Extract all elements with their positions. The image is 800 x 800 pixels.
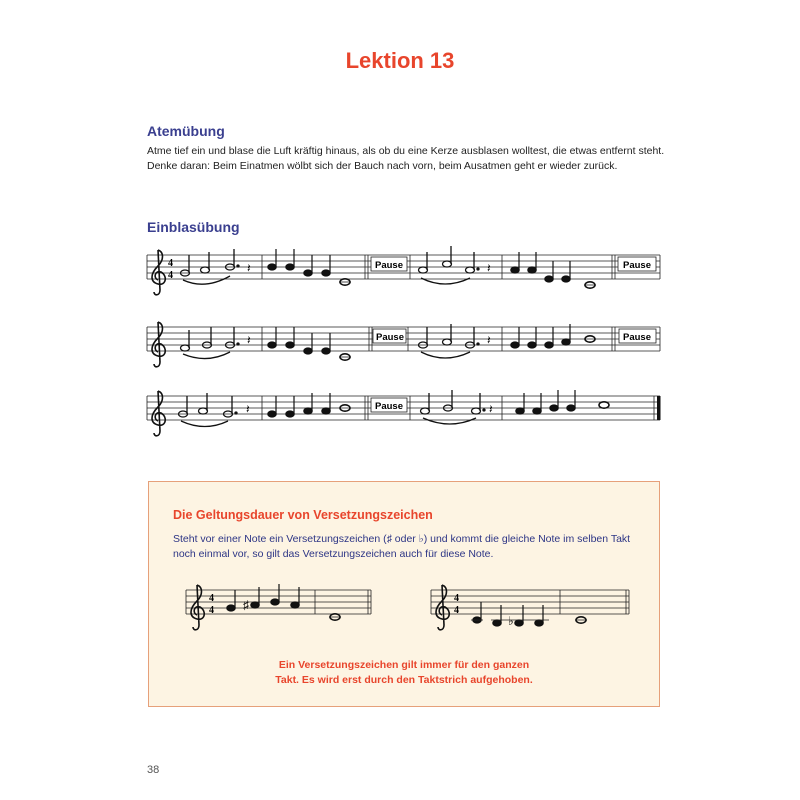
svg-text:4: 4: [454, 605, 459, 616]
breathing-line-2: Denke daran: Beim Einatmen wölbt sich der Bauch nach vorn, beim Ausatmen geht er wieder zurück.: [147, 160, 618, 172]
infobox-rule: Ein Versetzungszeichen gilt immer für den ganzen Takt. Es wird erst durch den Taktstrich aufgehoben.: [275, 659, 533, 686]
flat-icon: ♭: [508, 614, 514, 628]
pause-label: Pause: [376, 332, 404, 343]
staff-row-3: [147, 390, 661, 436]
lesson-title: Lektion 13: [345, 48, 455, 73]
svg-text:4: 4: [209, 593, 214, 604]
infobox-title: Die Geltungsdauer von Versetzungszeichen: [173, 508, 433, 522]
exercise-heading: Einblasübung: [147, 219, 240, 235]
time-signature-top: 4: [168, 258, 173, 269]
breathing-heading: Atemübung: [147, 123, 225, 139]
svg-text:𝄽: 𝄽: [246, 402, 250, 416]
sharp-icon: ♯: [386, 533, 392, 545]
svg-text:4: 4: [209, 605, 214, 616]
svg-text:𝄽: 𝄽: [489, 402, 493, 416]
treble-clef-icon: [152, 250, 165, 295]
infobox-text-line-2: noch einmal vor, so gilt das Versetzungszeichen auch für diese Note.: [173, 548, 494, 560]
page-number: 38: [147, 764, 160, 776]
staff-row-1: [147, 246, 660, 295]
rest-icon: 𝄽: [247, 261, 251, 275]
pause-label: Pause: [375, 401, 403, 412]
treble-clef-icon: [191, 585, 204, 630]
infobox-text-line-1: Steht vor einer Note ein Versetzungszeichen (♯ oder ♭) und kommt die gleiche Note im selben Takt: [173, 533, 631, 545]
breathing-line-1: Atme tief ein und blase die Luft kräftig hinaus, als ob du eine Kerze ausblasen wolltest, die etwas entfernt steht.: [147, 145, 665, 157]
svg-text:𝄽: 𝄽: [487, 333, 491, 347]
accidentals-infobox: [148, 481, 660, 707]
pause-label: Pause: [623, 260, 651, 271]
svg-text:𝄽: 𝄽: [247, 333, 251, 347]
sharp-icon: ♯: [243, 598, 249, 612]
svg-text:4: 4: [454, 593, 459, 604]
staff-row-2: [147, 322, 660, 367]
pause-label: Pause: [623, 332, 651, 343]
time-signature-bottom: 4: [168, 270, 173, 281]
svg-text:𝄽: 𝄽: [487, 261, 491, 275]
flat-icon: ♭: [418, 533, 424, 545]
pause-label: Pause: [375, 260, 403, 271]
